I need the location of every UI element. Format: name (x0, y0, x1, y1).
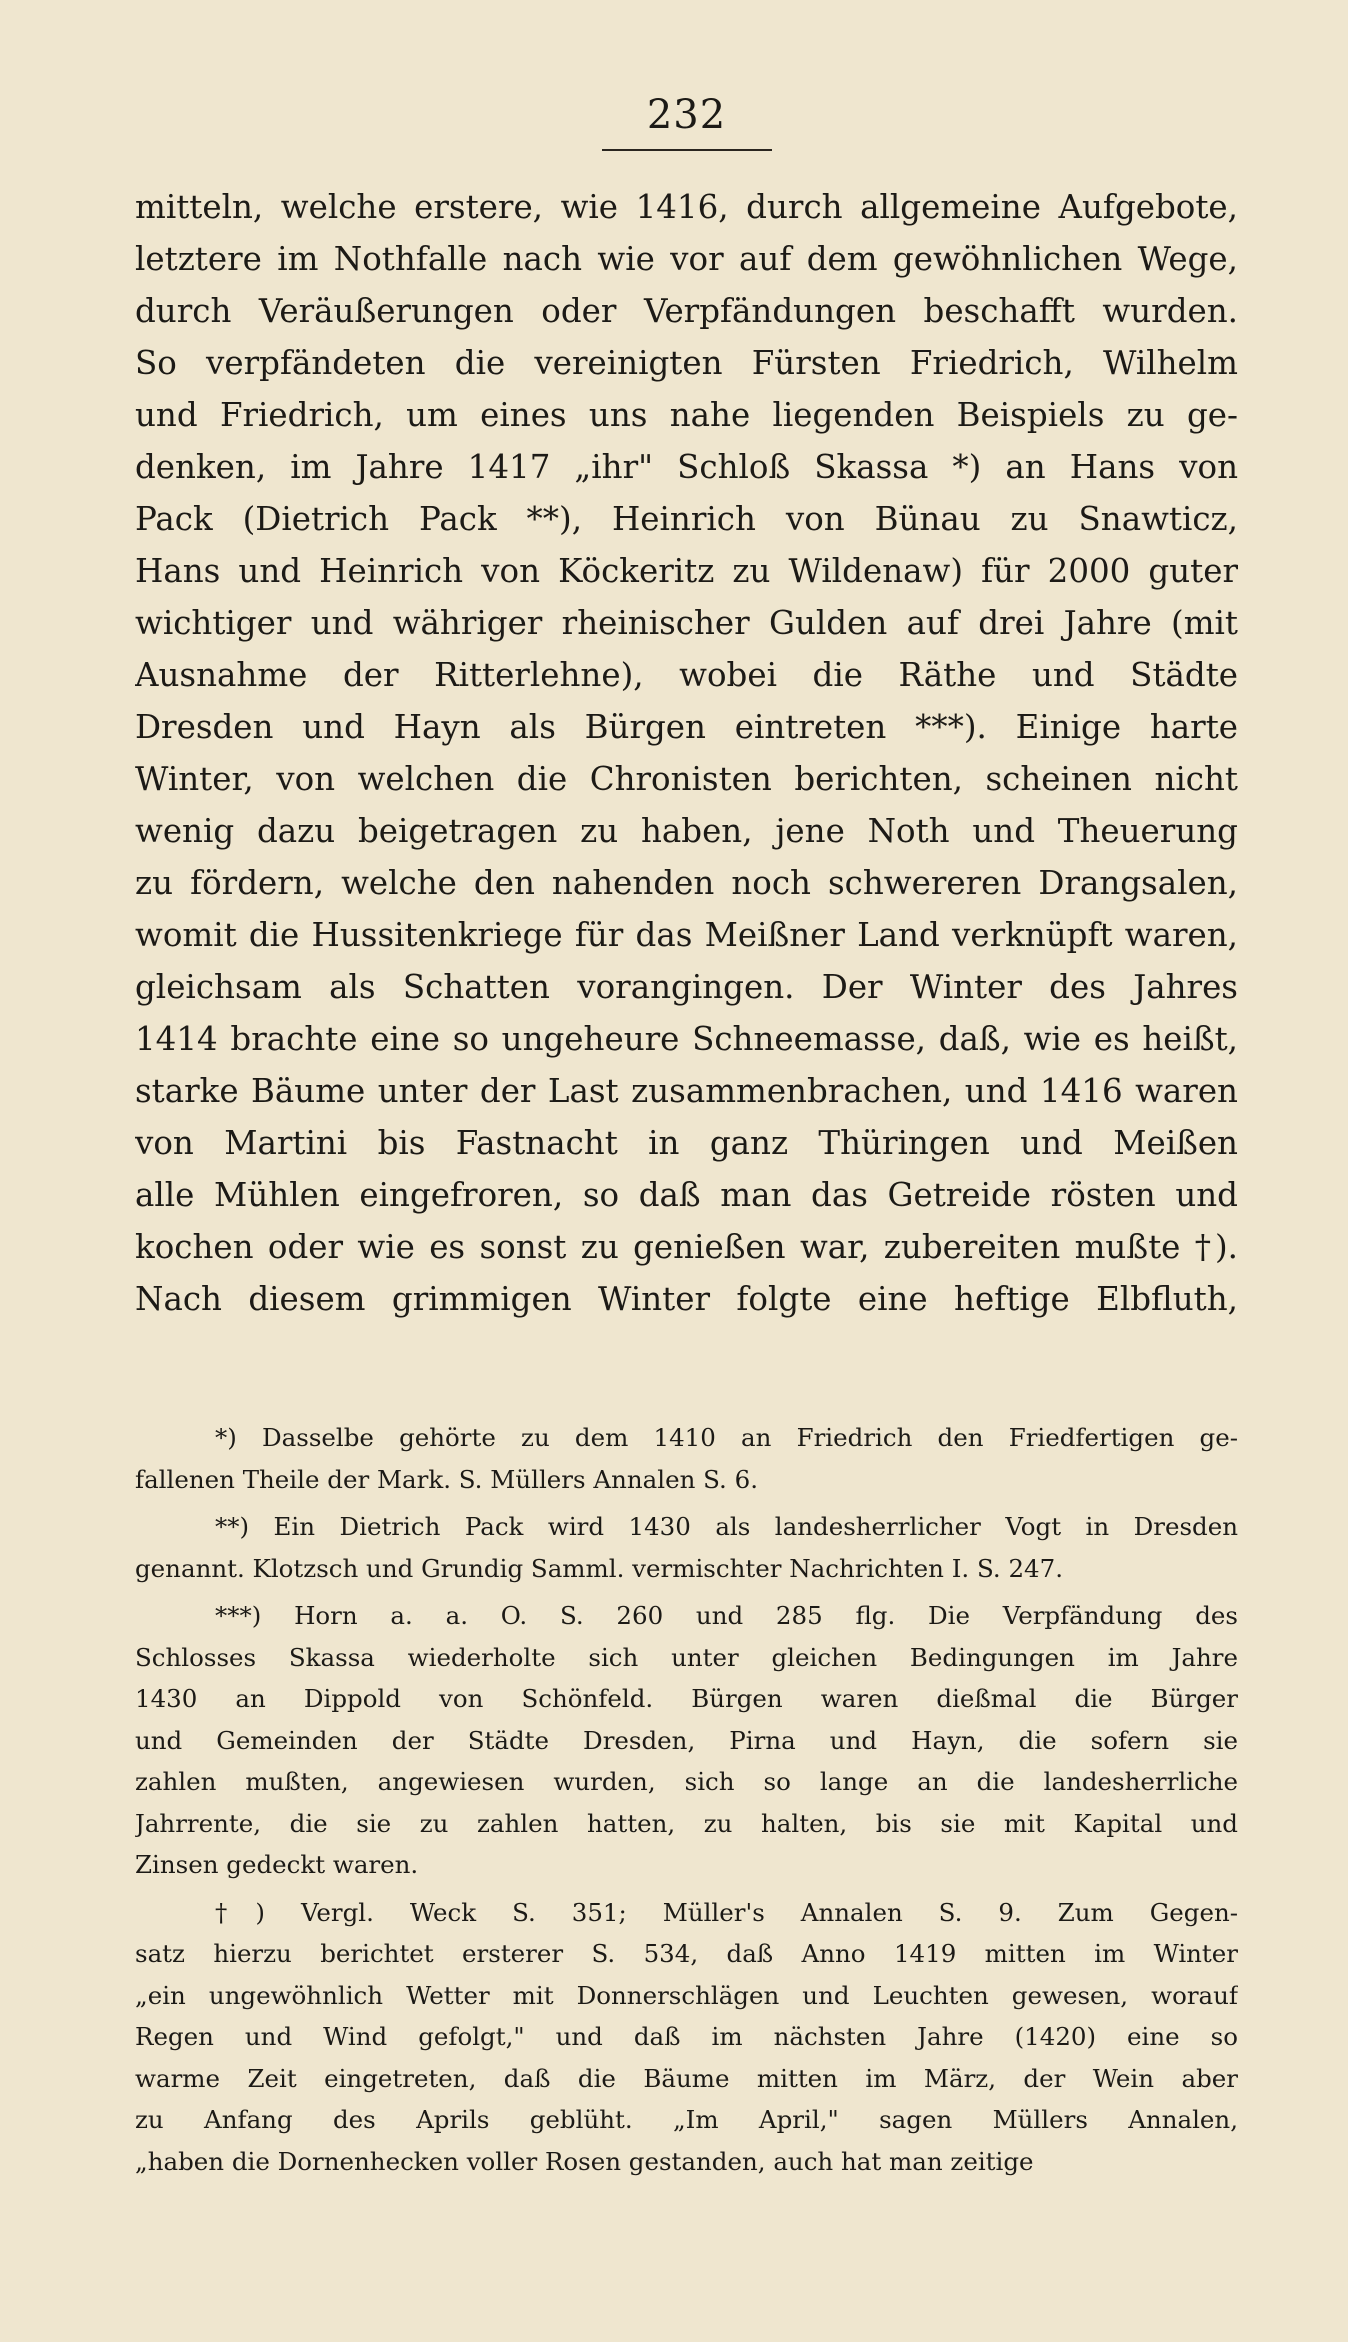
text-line: Pack (Dietrich Pack **), Heinrich von Bünau zu Snawticz, (135, 500, 1238, 538)
text-line: wichtiger und währiger rheinischer Gulden auf drei Jahre (mit (135, 604, 1238, 642)
footnote-line: zahlen mußten, angewiesen wurden, sich so lange an die landesherrliche (135, 1767, 1238, 1796)
footnote (135, 1417, 1238, 1500)
text-line: zu fördern, welche den nahenden noch schwereren Drangsalen, (135, 864, 1238, 902)
text-line: Ausnahme der Ritterlehne), wobei die Räthe und Städte (135, 656, 1238, 694)
footnote-line: Jahrrente, die sie zu zahlen hatten, zu halten, bis sie mit Kapital und (135, 1808, 1238, 1838)
footnotes-section (135, 1417, 1238, 2182)
footnote-line: **) Ein Dietrich Pack wird 1430 als landesherrlicher Vogt in Dresden (215, 1512, 1238, 1541)
text-line: gleichsam als Schatten vorangingen. Der Winter des Jahres (135, 968, 1238, 1006)
text-line: durch Veräußerungen oder Verpfändungen beschafft wurden. (135, 292, 1238, 330)
text-line: letztere im Nothfalle nach wie vor auf dem gewöhnlichen Wege, (135, 240, 1238, 278)
text-line: Hans und Heinrich von Köckeritz zu Wildenaw) für 2000 guter (135, 552, 1238, 590)
main-body-text (135, 181, 1238, 1325)
footnote-line: und Gemeinden der Städte Dresden, Pirna und Hayn, die sofern sie (135, 1725, 1238, 1755)
footnote (135, 1892, 1238, 2183)
footnote-line: fallenen Theile der Mark. S. Müllers Annalen S. 6. (135, 1464, 758, 1494)
footnote-line: satz hierzu berichtet ersterer S. 534, daß Anno 1419 mitten im Winter (135, 1939, 1238, 1968)
footnote-line: Zinsen gedeckt waren. (135, 1850, 419, 1879)
text-line: denken, im Jahre 1417 „ihr" Schloß Skassa *) an Hans von (135, 448, 1238, 486)
text-line: alle Mühlen eingefroren, so daß man das Getreide rösten und (135, 1176, 1238, 1214)
footnote-line: genannt. Klotzsch und Grundig Samml. vermischter Nachrichten I. S. 247. (135, 1553, 1064, 1583)
text-line: und Friedrich, um eines uns nahe liegenden Beispiels zu ge- (135, 396, 1238, 434)
text-line: Nach diesem grimmigen Winter folgte eine heftige Elbfluth, (135, 1280, 1238, 1318)
text-line: kochen oder wie es sonst zu genießen war, zubereiten mußte †). (135, 1228, 1238, 1266)
header-rule (602, 149, 772, 151)
footnote-line: „haben die Dornenhecken voller Rosen gestanden, auch hat man zeitige (135, 2146, 1034, 2176)
text-line: Dresden und Hayn als Bürgen eintreten ***). Einige harte (135, 708, 1238, 746)
footnote-line: ***) Horn a. a. O. S. 260 und 285 flg. Die Verpfändung des (215, 1601, 1238, 1630)
footnote-line: †) Vergl. Weck S. 351; Müller's Annalen S. 9. Zum Gegen- (215, 1897, 1238, 1927)
page-number: 232 (646, 92, 727, 138)
text-line: von Martini bis Fastnacht in ganz Thüringen und Meißen (135, 1124, 1238, 1162)
footnote-line: Schlosses Skassa wiederholte sich unter gleichen Bedingungen im Jahre (135, 1642, 1238, 1672)
text-line: mitteln, welche erstere, wie 1416, durch allgemeine Aufgebote, (135, 188, 1238, 226)
text-line: So verpfändeten die vereinigten Fürsten Friedrich, Wilhelm (135, 344, 1238, 382)
footnote-line: 1430 an Dippold von Schönfeld. Bürgen waren dießmal die Bürger (135, 1684, 1238, 1713)
text-line: wenig dazu beigetragen zu haben, jene Noth und Theuerung (135, 812, 1238, 850)
footnote-line: warme Zeit eingetreten, daß die Bäume mitten im März, der Wein aber (135, 2063, 1238, 2093)
footnote-line: „ein ungewöhnlich Wetter mit Donnerschlägen und Leuchten gewesen, worauf (135, 1980, 1238, 2010)
footnote (135, 1506, 1238, 1589)
footnote-line: zu Anfang des Aprils geblüht. „Im April," sagen Müllers Annalen, (135, 2105, 1238, 2134)
footnote (135, 1595, 1238, 1886)
text-line: Winter, von welchen die Chronisten berichten, scheinen nicht (135, 760, 1238, 798)
footnote-line: *) Dasselbe gehörte zu dem 1410 an Friedrich den Friedfertigen ge- (215, 1423, 1238, 1452)
text-line: starke Bäume unter der Last zusammenbrachen, und 1416 waren (135, 1072, 1238, 1110)
footnote-line: Regen und Wind gefolgt," und daß im nächsten Jahre (1420) eine so (135, 2022, 1238, 2051)
text-line: 1414 brachte eine so ungeheure Schneemasse, daß, wie es heißt, (135, 1020, 1238, 1058)
text-line: womit die Hussitenkriege für das Meißner Land verknüpft waren, (135, 916, 1238, 954)
